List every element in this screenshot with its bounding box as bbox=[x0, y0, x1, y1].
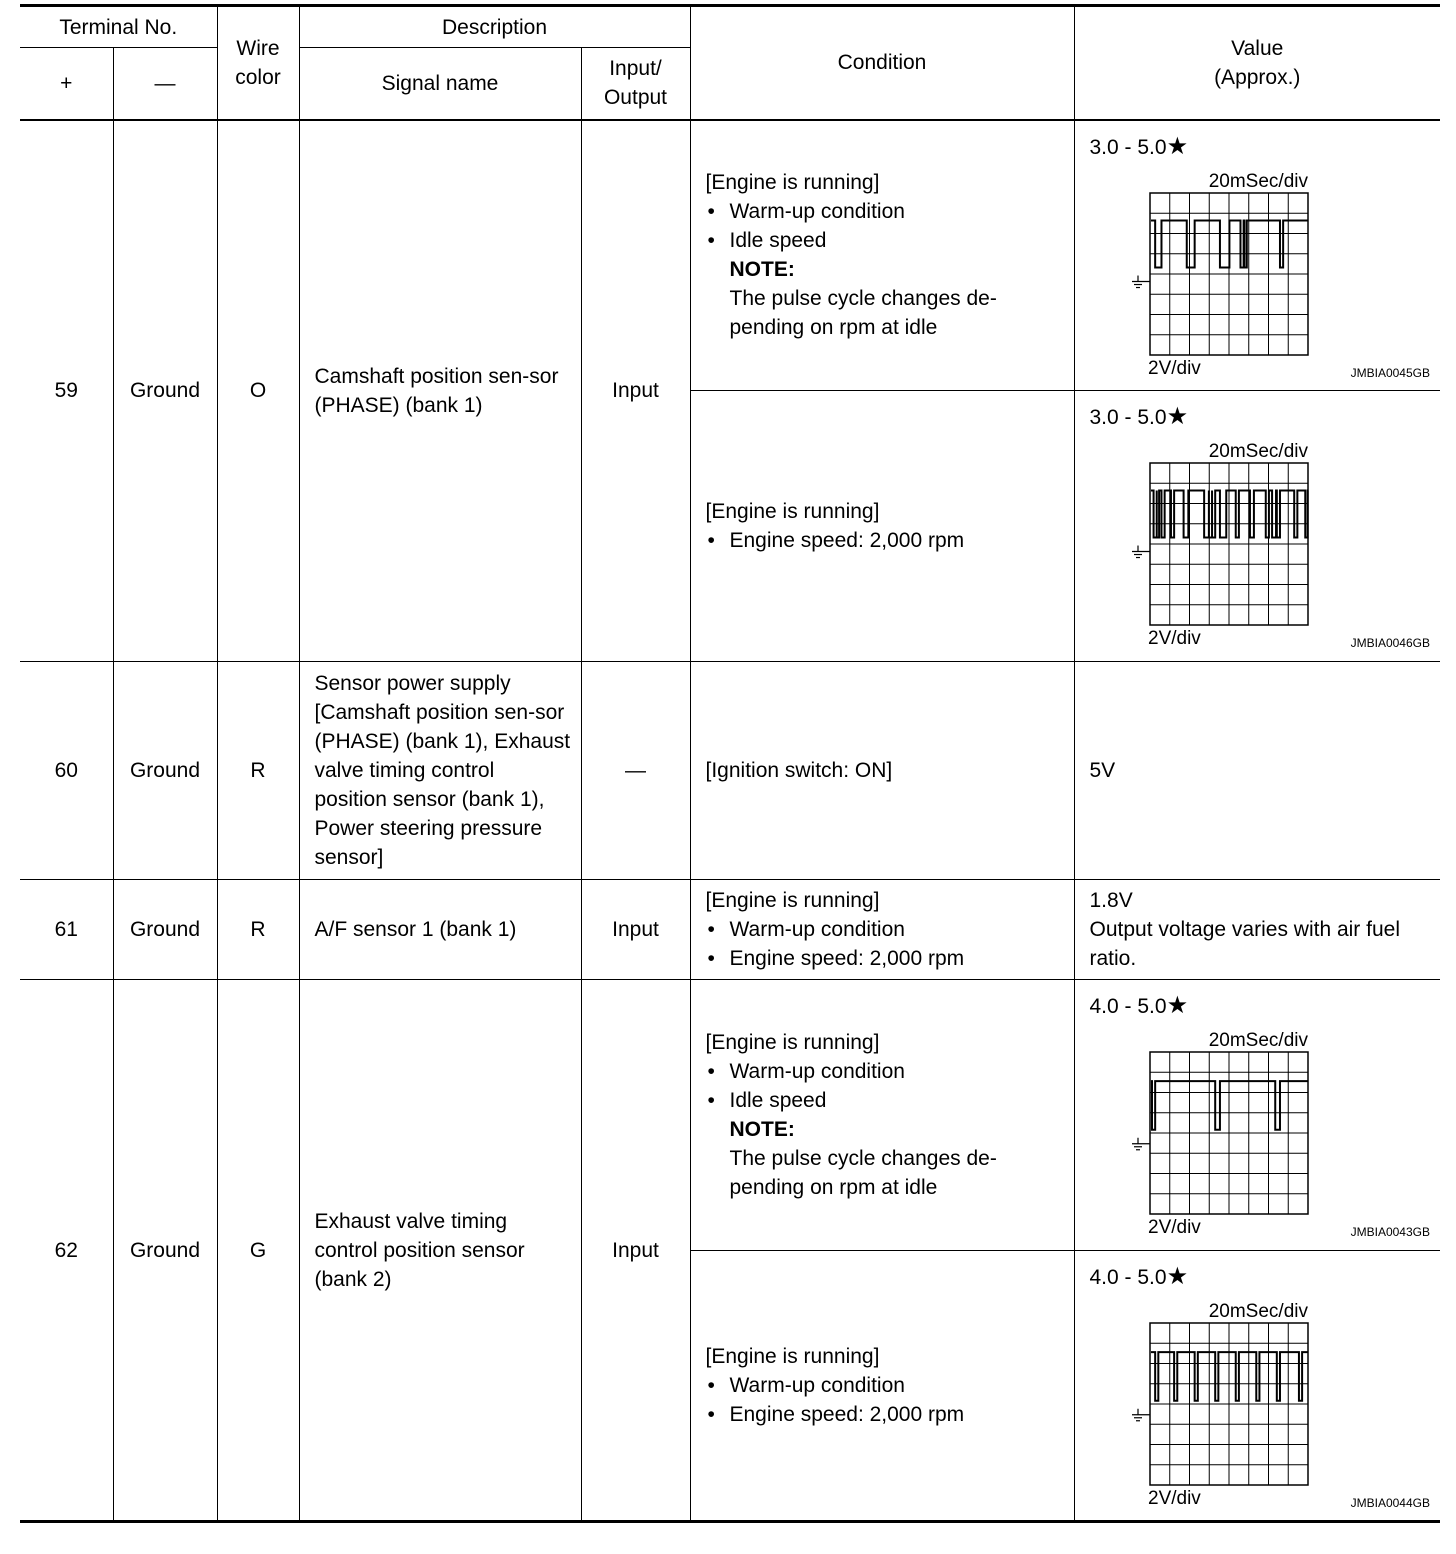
list-item: • Warm-up condition bbox=[706, 1057, 1064, 1086]
time-div-label: 20mSec/div bbox=[1208, 1301, 1308, 1322]
oscilloscope-waveform bbox=[1090, 431, 1430, 657]
condition-cell bbox=[690, 980, 1074, 1251]
table-row bbox=[20, 120, 1440, 391]
list-item: • Engine speed: 2,000 rpm bbox=[706, 526, 1064, 555]
terminal-number: 61 bbox=[20, 880, 113, 980]
condition-list bbox=[706, 197, 1064, 255]
ground-terminal: Ground bbox=[113, 120, 217, 662]
star-icon: ★ bbox=[1166, 1263, 1189, 1290]
list-item: • Idle speed bbox=[706, 1086, 1064, 1115]
signal-name: Exhaust valve timing control position sensor (bank 2) bbox=[299, 980, 581, 1522]
list-item: • Warm-up condition bbox=[706, 197, 1064, 226]
volt-div-label: 2V/div bbox=[1147, 1488, 1201, 1509]
figure-code: JMBIA0044GB bbox=[1350, 1496, 1430, 1510]
list-item: • Engine speed: 2,000 rpm bbox=[706, 944, 1064, 973]
value-voltage: 1.8V bbox=[1089, 889, 1133, 912]
header-plus: + bbox=[20, 48, 113, 120]
condition-cell bbox=[690, 880, 1074, 980]
value-range: 4.0 - 5.0★ bbox=[1089, 992, 1189, 1019]
scope-svg bbox=[1090, 1291, 1430, 1517]
condition-cell: [Ignition switch: ON] bbox=[690, 662, 1074, 880]
star-icon: ★ bbox=[1166, 992, 1189, 1019]
header-terminal-no: Terminal No. bbox=[20, 6, 217, 48]
ground-terminal: Ground bbox=[113, 662, 217, 880]
value-range: 3.0 - 5.0★ bbox=[1089, 132, 1189, 160]
wire-color: R bbox=[217, 880, 299, 980]
condition-cell bbox=[690, 120, 1074, 391]
time-div-label: 20mSec/div bbox=[1208, 170, 1308, 192]
wire-color: R bbox=[217, 662, 299, 880]
value-cell bbox=[1074, 880, 1440, 980]
star-icon: ★ bbox=[1166, 403, 1189, 430]
value-cell bbox=[1074, 980, 1440, 1251]
list-item: • Engine speed: 2,000 rpm bbox=[706, 1400, 1064, 1429]
condition-cell bbox=[690, 1251, 1074, 1522]
note-label: NOTE: bbox=[729, 1118, 795, 1141]
value-range: 4.0 - 5.0★ bbox=[1089, 1263, 1189, 1290]
note-text: The pulse cycle changes de-pending on rpm at idle bbox=[729, 1147, 997, 1199]
input-output: Input bbox=[581, 120, 690, 662]
figure-code: JMBIA0045GB bbox=[1350, 365, 1430, 380]
condition-list bbox=[706, 1371, 1064, 1429]
time-div-label: 20mSec/div bbox=[1208, 441, 1308, 462]
list-item: • Warm-up condition bbox=[706, 1371, 1064, 1400]
condition-list bbox=[706, 915, 1064, 973]
figure-code: JMBIA0046GB bbox=[1350, 636, 1430, 650]
condition-heading: [Engine is running] bbox=[705, 1031, 880, 1054]
volt-div-label: 2V/div bbox=[1147, 1217, 1201, 1238]
volt-div-label: 2V/div bbox=[1147, 357, 1201, 379]
note bbox=[706, 1115, 1064, 1202]
note-text: The pulse cycle changes de-pending on rpm at idle bbox=[729, 287, 997, 340]
input-output: — bbox=[581, 662, 690, 880]
condition-heading: [Engine is running] bbox=[705, 171, 880, 195]
table-row bbox=[20, 980, 1440, 1251]
time-div-label: 20mSec/div bbox=[1208, 1030, 1308, 1051]
input-output: Input bbox=[581, 980, 690, 1522]
header-wire-color: Wire color bbox=[217, 6, 299, 120]
condition-list bbox=[706, 526, 1064, 555]
ground-icon bbox=[1132, 275, 1150, 287]
scope-svg bbox=[1090, 431, 1430, 657]
condition-heading: [Engine is running] bbox=[705, 500, 880, 523]
wire-color: G bbox=[217, 980, 299, 1522]
note bbox=[706, 255, 1064, 342]
header-input-output: Input/ Output bbox=[581, 48, 690, 120]
header-signal-name: Signal name bbox=[299, 48, 581, 120]
terminal-number: 59 bbox=[20, 120, 113, 662]
condition-heading: [Engine is running] bbox=[705, 1345, 880, 1368]
header-value: Value (Approx.) bbox=[1074, 6, 1440, 120]
condition-heading: [Engine is running] bbox=[705, 889, 880, 912]
scope-svg bbox=[1090, 161, 1430, 387]
figure-code: JMBIA0043GB bbox=[1350, 1225, 1430, 1239]
ground-icon bbox=[1132, 546, 1150, 558]
star-icon: ★ bbox=[1166, 132, 1189, 160]
ground-terminal: Ground bbox=[113, 980, 217, 1522]
value-note: Output voltage varies with air fuel ratio. bbox=[1089, 918, 1400, 970]
table-row bbox=[20, 662, 1440, 880]
condition-cell bbox=[690, 391, 1074, 662]
ground-icon bbox=[1132, 1409, 1150, 1421]
value-cell bbox=[1074, 120, 1440, 391]
waveform-trace bbox=[1151, 220, 1308, 267]
volt-div-label: 2V/div bbox=[1147, 628, 1201, 649]
oscilloscope-waveform bbox=[1090, 1291, 1430, 1517]
wire-color: O bbox=[217, 120, 299, 662]
header-condition: Condition bbox=[690, 6, 1074, 120]
list-item: • Idle speed bbox=[706, 226, 1064, 255]
signal-name: A/F sensor 1 (bank 1) bbox=[299, 880, 581, 980]
signal-name: Camshaft position sen-sor (PHASE) (bank 1) bbox=[299, 120, 581, 662]
value-range: 3.0 - 5.0★ bbox=[1089, 403, 1189, 430]
signal-name: Sensor power supply [Camshaft position sen-sor (PHASE) (bank 1), Exhaust valve timing control position sensor (bank 1), Power steering pressure sensor] bbox=[299, 662, 581, 880]
ground-icon bbox=[1132, 1138, 1150, 1150]
value-cell: 5V bbox=[1074, 662, 1440, 880]
terminal-number: 60 bbox=[20, 662, 113, 880]
ground-terminal: Ground bbox=[113, 880, 217, 980]
list-item: • Warm-up condition bbox=[706, 915, 1064, 944]
header-minus: — bbox=[113, 48, 217, 120]
value-cell bbox=[1074, 391, 1440, 662]
terminal-table bbox=[20, 4, 1440, 1523]
terminal-number: 62 bbox=[20, 980, 113, 1522]
value-cell bbox=[1074, 1251, 1440, 1522]
note-label: NOTE: bbox=[729, 258, 795, 282]
scope-svg bbox=[1090, 1020, 1430, 1246]
header-description: Description bbox=[299, 6, 690, 48]
oscilloscope-waveform bbox=[1090, 161, 1430, 387]
table-row bbox=[20, 880, 1440, 980]
input-output: Input bbox=[581, 880, 690, 980]
oscilloscope-waveform bbox=[1090, 1020, 1430, 1246]
condition-list bbox=[706, 1057, 1064, 1115]
